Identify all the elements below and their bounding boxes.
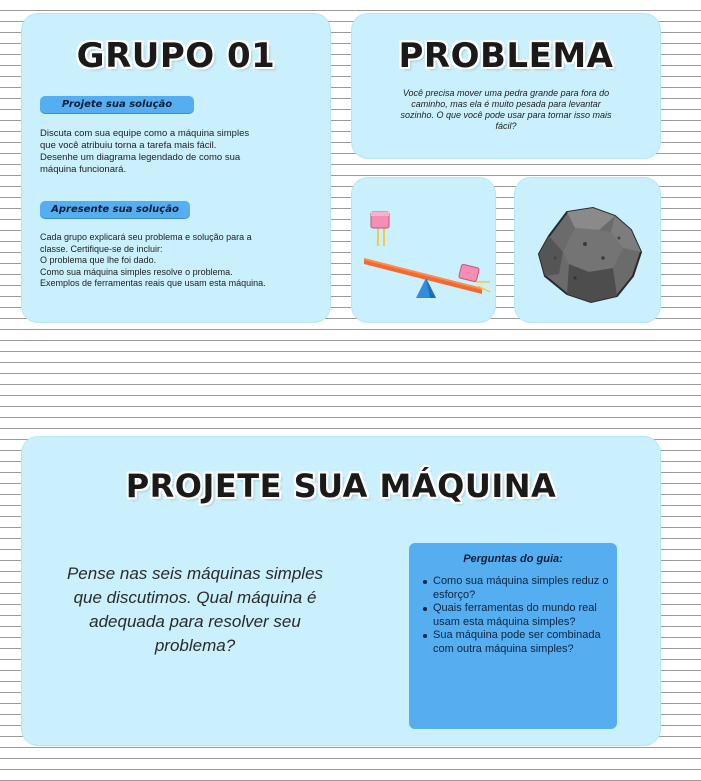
present-solution-label: Apresente sua solução: [40, 201, 190, 218]
text-line: Cada grupo explicará seu problema e solução para a: [40, 232, 252, 242]
text-line: O problema que lhe foi dado.: [40, 255, 157, 265]
problem-title: PROBLEMA: [398, 36, 614, 76]
guide-list: [423, 575, 609, 656]
problem-card: [352, 14, 660, 158]
text-line: sozinho. O que você pode usar para tornar isso mais: [400, 110, 612, 120]
rock-illustration: [515, 178, 660, 322]
design-solution-label: Projete sua solução: [40, 96, 194, 113]
design-machine-title: PROJETE SUA MÁQUINA: [125, 467, 557, 505]
problem-text: [372, 88, 640, 132]
text-line: classe. Certifique-se de incluir:: [40, 243, 163, 254]
rock-card: [515, 178, 660, 322]
text-line: máquina funcionará.: [40, 164, 127, 175]
present-solution-text: [40, 232, 266, 290]
guide-title: Perguntas do guia:: [463, 553, 563, 565]
list-item: Quais ferramentas do mundo real usam esta máquina simples?: [423, 602, 609, 629]
lever-seesaw-illustration: [352, 178, 495, 322]
text-line: Discuta com sua equipe como a máquina simples: [40, 128, 250, 139]
lever-card: [352, 178, 495, 322]
guide-questions-box: [409, 543, 617, 729]
text-line: fácil?: [495, 121, 517, 131]
list-item: Sua máquina pode ser combinada com outra máquina simples?: [423, 629, 609, 656]
text-line: Pense nas seis máquinas simples: [66, 564, 324, 583]
group-title: GRUPO 01: [76, 36, 276, 76]
group-card: [22, 14, 330, 322]
design-solution-text: [40, 128, 249, 176]
list-item: Como sua máquina simples reduz o esforço?: [423, 575, 609, 602]
text-line: Exemplos de ferramentas reais que usam esta máquina.: [40, 278, 266, 288]
text-line: Você precisa mover uma pedra grande para fora do: [402, 88, 610, 98]
text-line: Como sua máquina simples resolve o problema.: [40, 266, 233, 277]
text-line: adequada para resolver seu: [89, 612, 301, 631]
text-line: que você atribuiu torna a tarefa mais fácil.: [40, 140, 217, 151]
text-line: problema?: [154, 636, 236, 655]
text-line: que discutimos. Qual máquina é: [73, 588, 317, 607]
text-line: caminho, mas ela é muito pesada para levantar: [411, 99, 601, 109]
text-line: Desenhe um diagrama legendado de como sua: [40, 152, 241, 163]
think-prompt: [30, 562, 360, 658]
